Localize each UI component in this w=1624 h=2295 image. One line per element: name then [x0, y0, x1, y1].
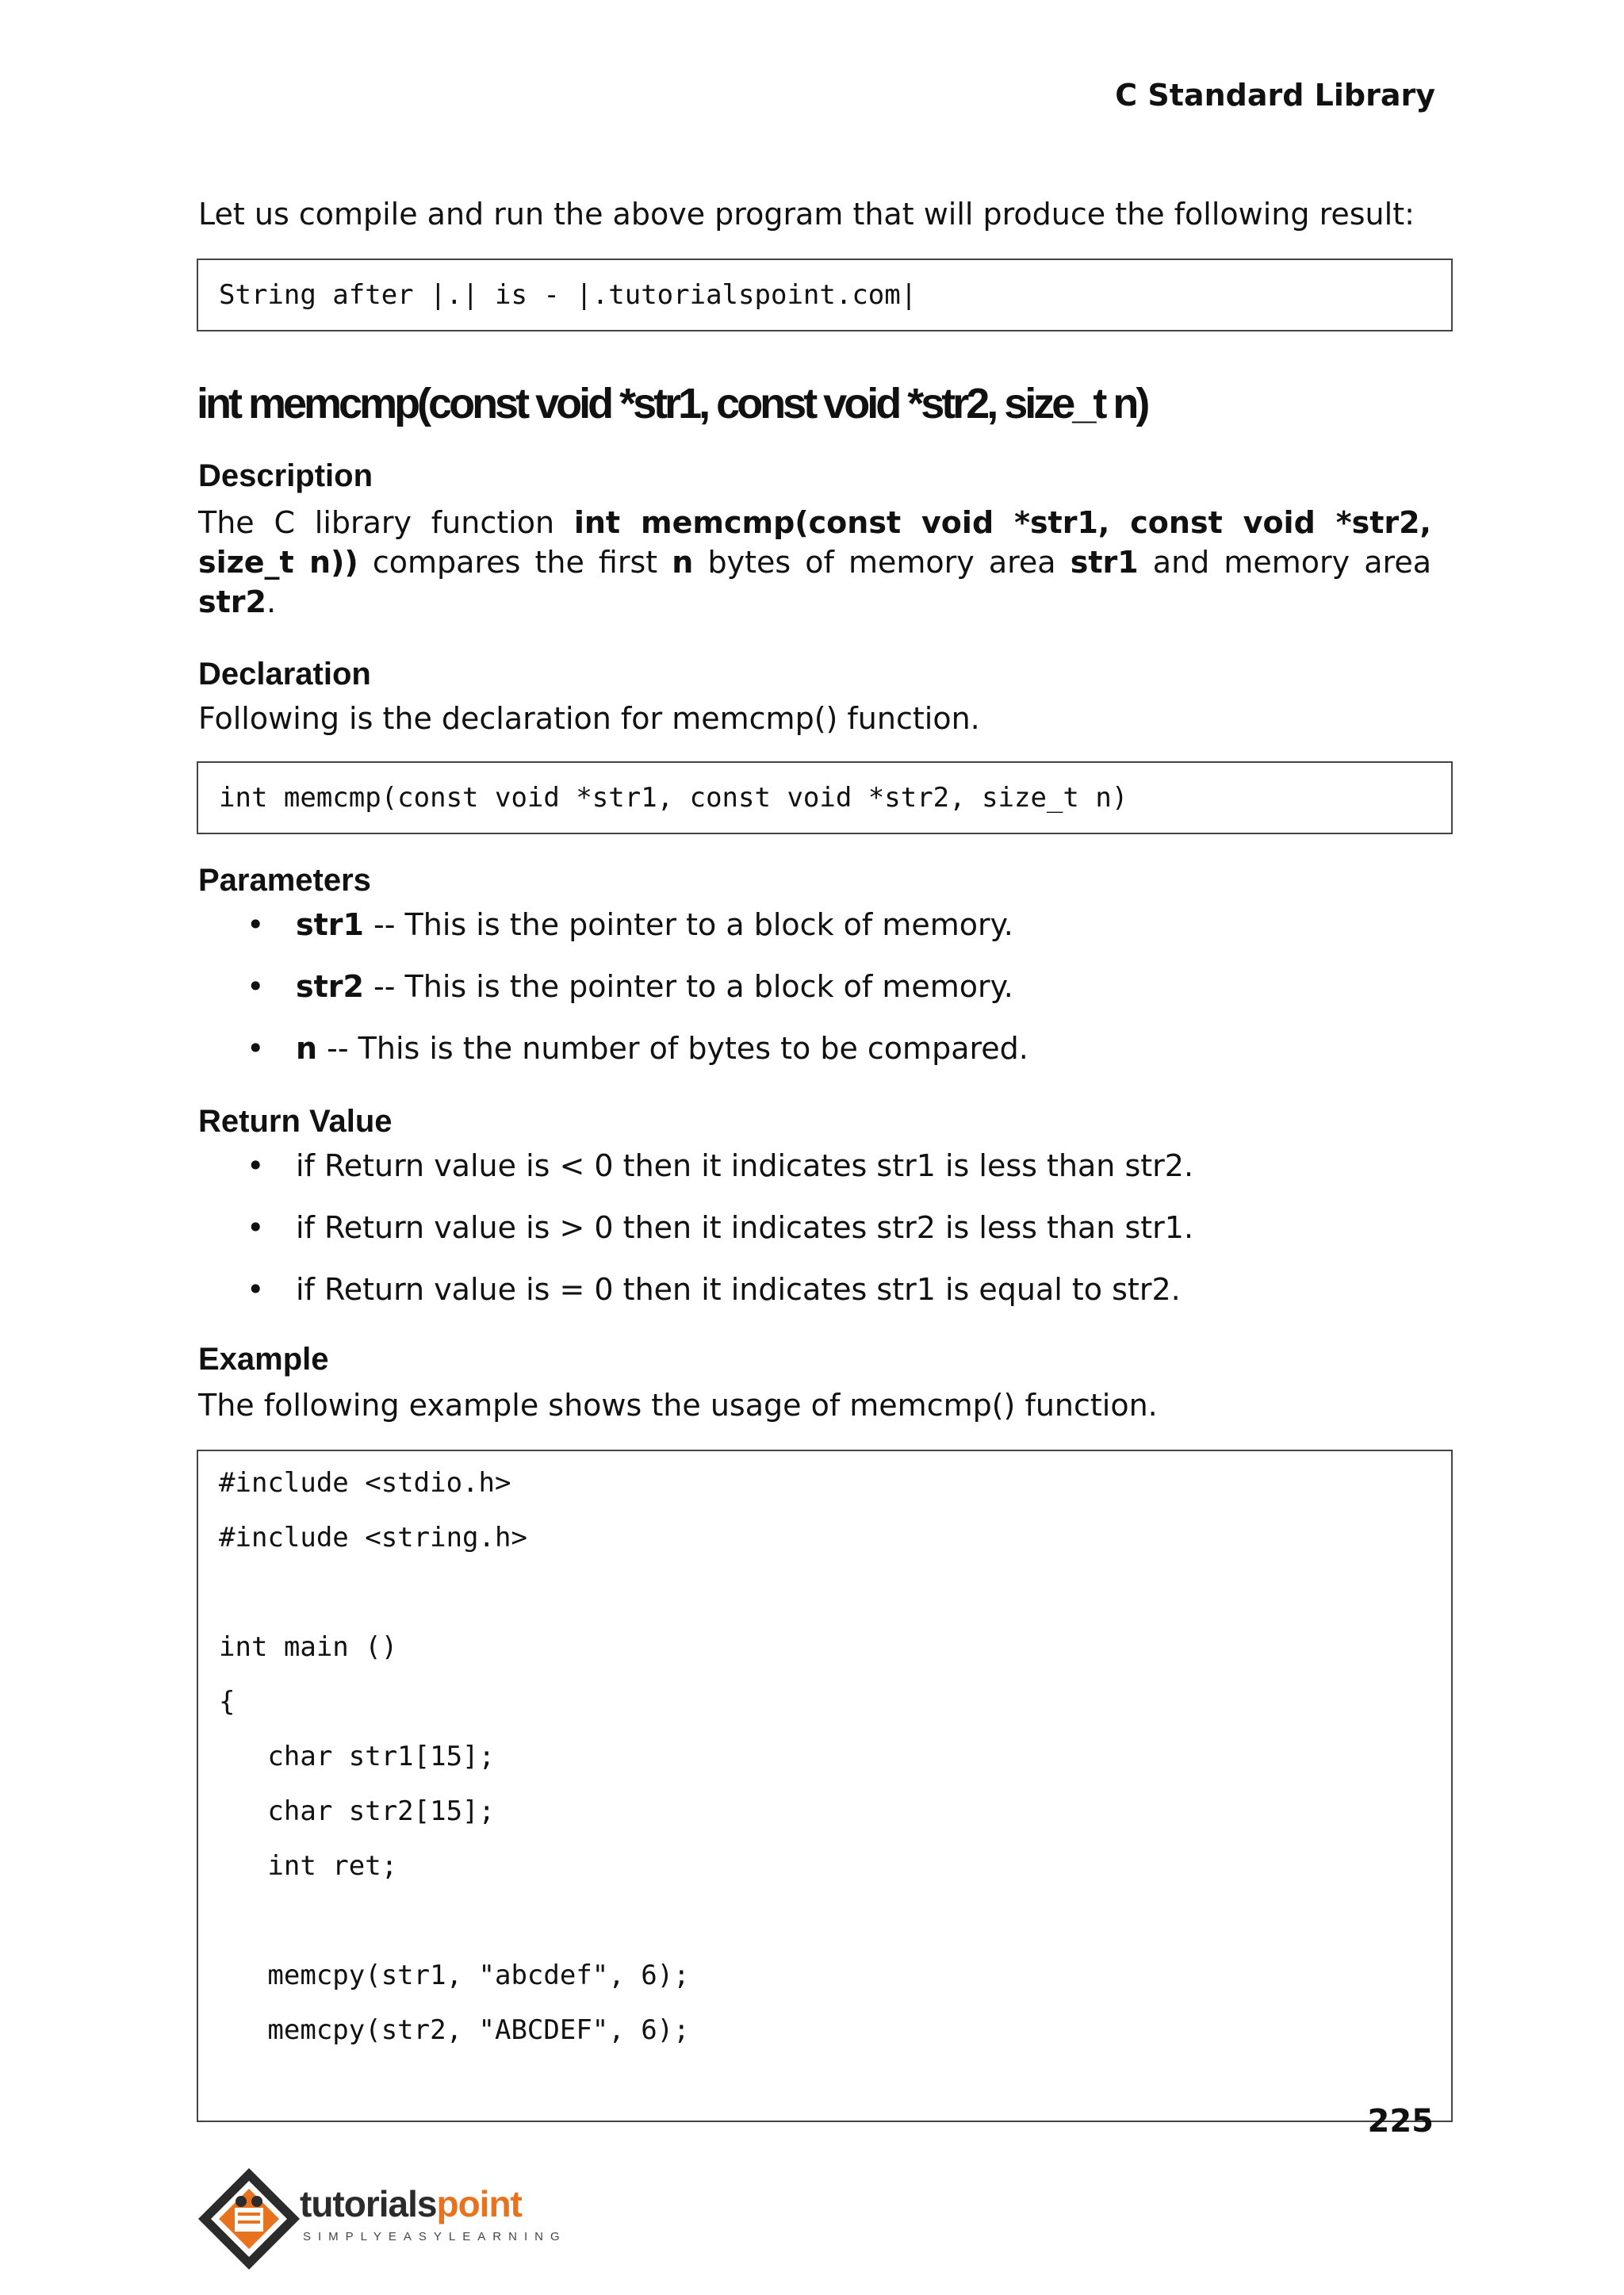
logo-text-point: point: [436, 2183, 522, 2224]
bullet-icon: •: [247, 907, 265, 942]
code-line: char str1[15];: [219, 1741, 495, 1772]
bullet-icon: •: [247, 1148, 265, 1183]
return-item-text: if Return value is = 0 then it indicates str1 is equal to str2.: [296, 1272, 1181, 1307]
desc-part-4: and memory area: [1152, 545, 1431, 580]
tutorialspoint-logo-icon: [193, 2163, 304, 2278]
code-line: char str2[15];: [219, 1795, 495, 1827]
parameter-desc: -- This is the pointer to a block of memory.: [363, 969, 1013, 1004]
desc-n: n: [672, 545, 694, 580]
logo-text-tutorials: tutorials: [300, 2183, 437, 2224]
parameters-heading: Parameters: [198, 863, 371, 898]
example-code-box: [197, 1450, 1453, 2122]
desc-signature: int memcmp(const void *str1, const void *str2, size_t n)): [198, 505, 1431, 580]
intro-text: Let us compile and run the above program that will produce the following result:: [198, 197, 1415, 232]
description-heading: Description: [198, 458, 373, 493]
parameter-name: str2: [296, 969, 364, 1004]
example-heading: Example: [198, 1342, 329, 1377]
output-box: [197, 259, 1453, 331]
return-item-text: if Return value is > 0 then it indicates str2 is less than str1.: [296, 1210, 1194, 1245]
header-title: C Standard Library: [1115, 78, 1435, 113]
code-line: memcpy(str1, "abcdef", 6);: [219, 1960, 690, 1991]
declaration-code-line: int memcmp(const void *str1, const void *str2, size_t n): [219, 782, 1128, 814]
desc-part-3: bytes of memory area: [707, 545, 1056, 580]
bullet-icon: •: [247, 1031, 265, 1066]
bullet-icon: •: [247, 1272, 265, 1307]
code-line: #include <stdio.h>: [219, 1467, 511, 1499]
parameter-desc: -- This is the pointer to a block of memory.: [363, 907, 1013, 942]
declaration-heading: Declaration: [198, 657, 371, 692]
logo-tagline: SIMPLYEASYLEARNING: [303, 2230, 567, 2243]
parameter-name: n: [296, 1031, 318, 1066]
desc-part-5: .: [266, 584, 277, 619]
function-heading: int memcmp(const void *str1, const void *str2, size_t n): [197, 380, 1147, 427]
code-line: {: [219, 1686, 236, 1718]
desc-part-1: The C library function: [198, 505, 555, 540]
bullet-icon: •: [247, 969, 265, 1004]
logo-wordmark: [300, 2182, 522, 2225]
return-value-heading: Return Value: [198, 1104, 393, 1139]
output-line: String after |.| is - |.tutorialspoint.com|: [219, 279, 917, 311]
parameter-desc: -- This is the number of bytes to be compared.: [317, 1031, 1028, 1066]
declaration-text: Following is the declaration for memcmp() function.: [198, 701, 980, 736]
code-line: int main (): [219, 1631, 398, 1663]
description-paragraph: [198, 503, 1431, 622]
code-line: #include <string.h>: [219, 1522, 527, 1554]
code-line: int ret;: [219, 1850, 398, 1882]
example-text: The following example shows the usage of memcmp() function.: [198, 1388, 1158, 1423]
return-item-text: if Return value is < 0 then it indicates str1 is less than str2.: [296, 1148, 1194, 1183]
page-number: 225: [1367, 2103, 1434, 2140]
desc-str1: str1: [1070, 545, 1139, 580]
parameter-name: str1: [296, 907, 364, 942]
declaration-code-box: [197, 761, 1453, 834]
desc-part-2: compares the first: [372, 545, 658, 580]
code-line: memcpy(str2, "ABCDEF", 6);: [219, 2014, 690, 2046]
desc-str2: str2: [198, 584, 266, 619]
bullet-icon: •: [247, 1210, 265, 1245]
